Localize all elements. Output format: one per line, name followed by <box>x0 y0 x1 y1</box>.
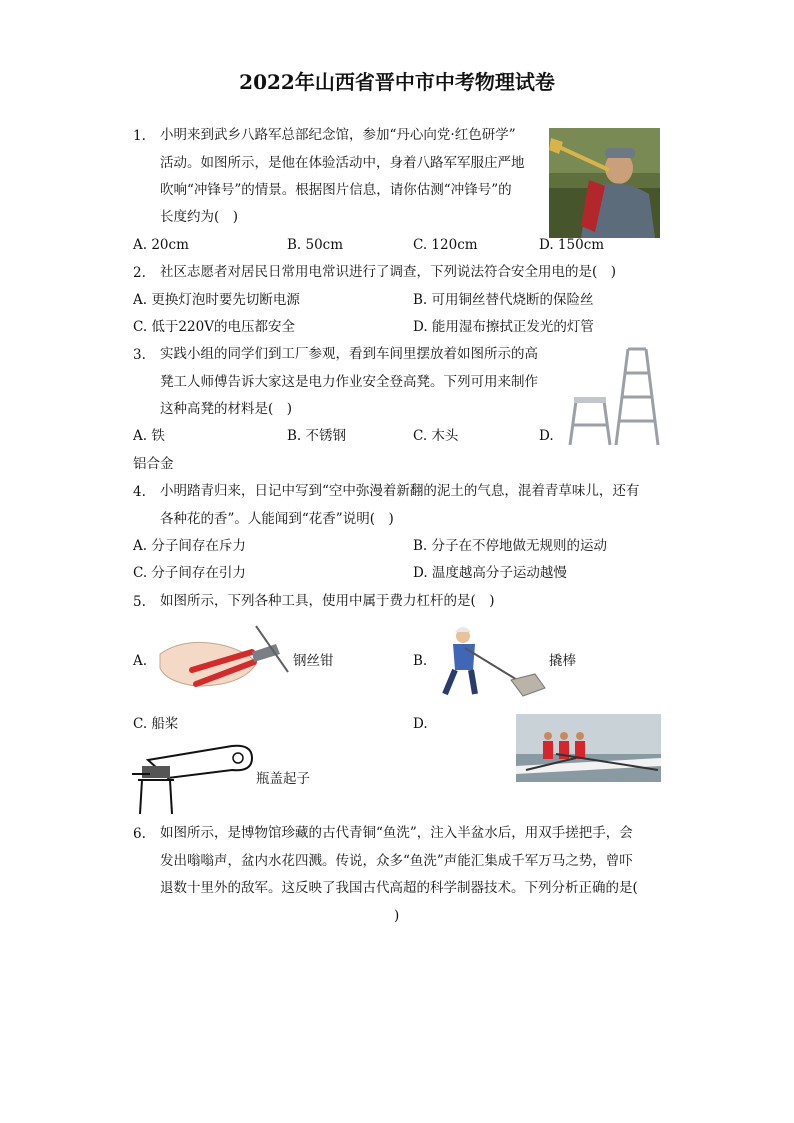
option-a: A. 20cm <box>133 237 189 253</box>
option-b: B. <box>413 653 428 669</box>
option-c: C. 低于220V的电压都安全 <box>133 319 295 335</box>
question-number: 1. <box>133 128 146 144</box>
pliers-image <box>156 624 291 696</box>
option-d-text: 铝合金 <box>133 456 174 472</box>
caption-pliers: 钢丝钳 <box>293 653 334 669</box>
question-text-line: 长度约为( ) <box>160 209 239 225</box>
question-text-line: 各种花的香”。人能闻到“花香”说明( ) <box>160 511 394 527</box>
option-b: B. 不锈钢 <box>287 428 347 444</box>
rowing-boat-photo <box>516 714 661 782</box>
question-text-line: 发出嗡嗡声，盆内水花四溅。传说，众多“鱼洗”声能汇集成千军万马之势，曾吓 <box>160 853 633 869</box>
option-c: C. 船桨 <box>133 716 179 732</box>
question-text-line: 小明踏青归来，日记中写到“空中弥漫着新翻的泥土的气息，混着青草味儿，还有 <box>160 483 640 499</box>
option-a: A. 更换灯泡时要先切断电源 <box>133 292 300 308</box>
question-number: 5. <box>133 594 146 610</box>
question-text-line: 如图所示，下列各种工具，使用中属于费力杠杆的是( ) <box>160 593 495 609</box>
option-c: C. 分子间存在引力 <box>133 565 246 581</box>
question-text-line: 凳工人师傅告诉大家这是电力作业安全登高凳。下列可用来制作 <box>160 374 538 390</box>
question-text-line: ) <box>394 908 400 924</box>
question-number: 4. <box>133 484 146 500</box>
question-text-line: 这种高凳的材料是( ) <box>160 401 293 417</box>
caption-bottle-opener: 瓶盖起子 <box>256 771 310 787</box>
option-d: D. <box>413 716 428 732</box>
option-d: D. 能用湿布擦拭正发光的灯管 <box>413 319 594 335</box>
question-text-line: 活动。如图所示，是他在体验活动中，身着八路军军服庄严地 <box>160 155 525 171</box>
option-b: B. 50cm <box>287 237 344 253</box>
crowbar-worker-image <box>431 624 547 698</box>
option-a: A. 铁 <box>133 428 165 444</box>
option-a: A. 分子间存在斥力 <box>133 538 246 554</box>
question-text-line: 社区志愿者对居民日常用电常识进行了调查，下列说法符合安全用电的是( ) <box>160 264 617 280</box>
question-text-line: 退数十里外的敌军。这反映了我国古代高超的科学制器技术。下列分析正确的是( <box>160 880 638 896</box>
caption-crowbar: 撬棒 <box>549 653 576 669</box>
option-a: A. <box>133 653 148 669</box>
ladder-stool-image <box>566 345 662 447</box>
question-number: 3. <box>133 347 146 363</box>
question-text-line: 吹响“冲锋号”的情景。根据图片信息，请你估测“冲锋号”的 <box>160 182 512 198</box>
option-d: D. 温度越高分子运动越慢 <box>413 565 567 581</box>
bugler-photo <box>549 128 660 238</box>
page-title: 2022年山西省晋中市中考物理试卷 <box>239 70 555 94</box>
question-number: 2. <box>133 265 146 281</box>
question-text-line: 如图所示，是博物馆珍藏的古代青铜“鱼洗”，注入半盆水后，用双手搓把手，会 <box>160 825 633 841</box>
question-number: 6. <box>133 826 146 842</box>
option-b: B. 分子在不停地做无规则的运动 <box>413 538 608 554</box>
option-d: D. <box>539 428 554 444</box>
question-text-line: 实践小组的同学们到工厂参观，看到车间里摆放着如图所示的高 <box>160 346 538 362</box>
bottle-opener-image <box>128 738 256 814</box>
question-text-line: 小明来到武乡八路军总部纪念馆，参加“丹心向党·红色研学” <box>160 127 516 143</box>
option-b: B. 可用铜丝替代烧断的保险丝 <box>413 292 594 308</box>
option-c: C. 120cm <box>413 237 478 253</box>
option-c: C. 木头 <box>413 428 459 444</box>
option-d: D. 150cm <box>539 237 605 253</box>
